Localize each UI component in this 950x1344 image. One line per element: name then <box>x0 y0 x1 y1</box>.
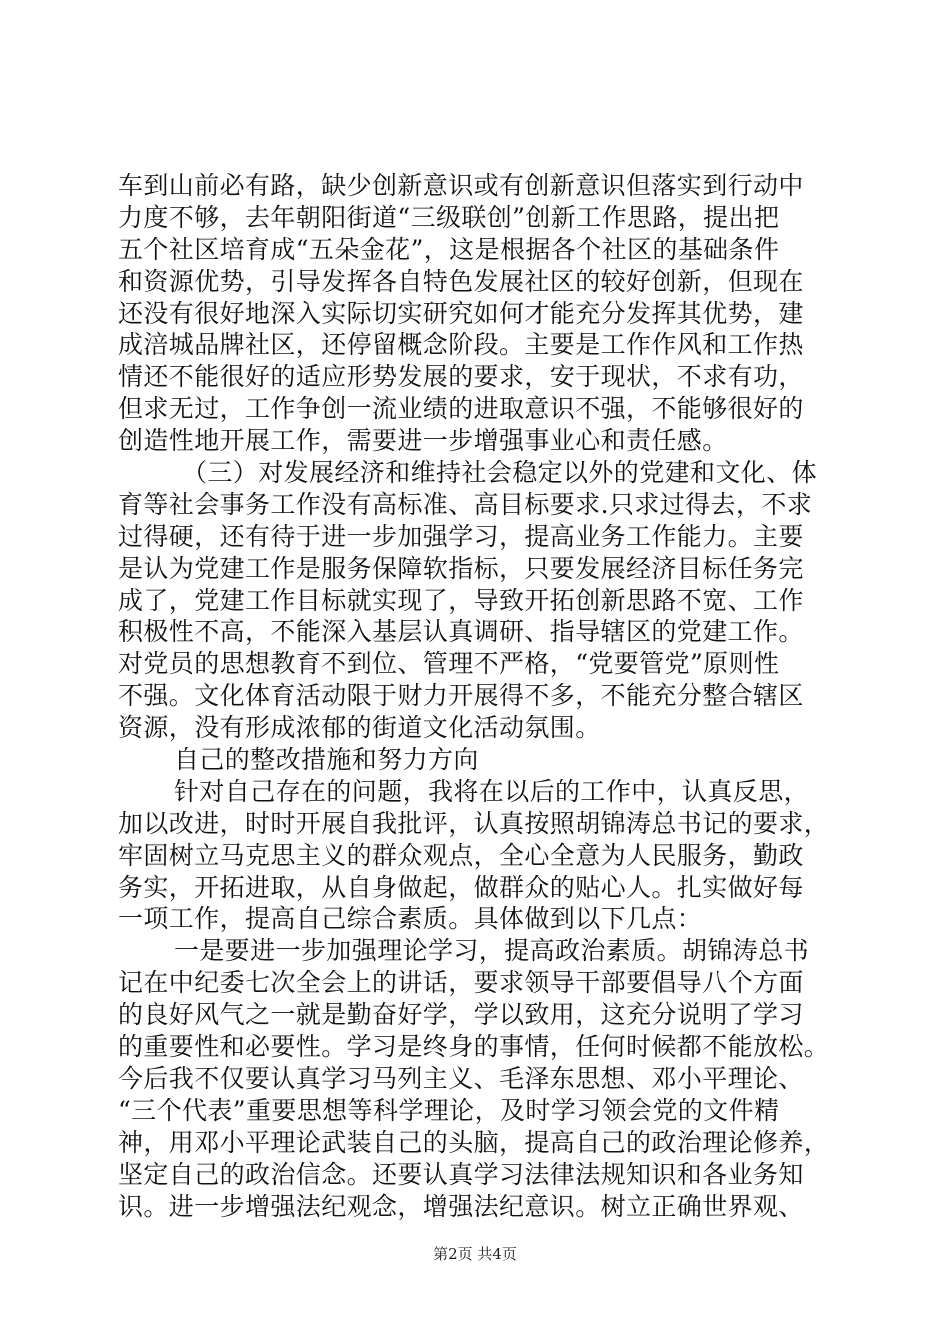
text-line: 神，用邓小平理论武装自己的头脑，提高自己的政治理论修养， <box>118 1127 830 1157</box>
page-number-footer: 第2页 共4页 <box>433 1245 517 1263</box>
text-line: 五个社区培育成“五朵金花”，这是根据各个社区的基础条件 <box>118 234 780 264</box>
text-line: 加以改进，时时开展自我批评，认真按照胡锦涛总书记的要求， <box>118 808 830 838</box>
paragraph-start-line: 针对自己存在的问题，我将在以后的工作中，认真反思， <box>174 776 810 806</box>
text-line: 车到山前必有路，缺少创新意识或有创新意识但落实到行动中 <box>118 171 804 200</box>
text-line: 牢固树立马克思主义的群众观点，全心全意为人民服务，勤政 <box>118 840 804 870</box>
text-line: 力度不够，去年朝阳街道“三级联创”创新工作思路，提出把 <box>118 202 780 232</box>
text-line: 但求无过，工作争创一流业绩的进取意识不强，不能够很好的 <box>118 394 804 424</box>
text-line: 一项工作，提高自己综合素质。具体做到以下几点： <box>118 904 703 934</box>
paragraph-start-line: 一是要进一步加强理论学习，提高政治素质。胡锦涛总书 <box>174 936 810 966</box>
text-line: 对党员的思想教育不到位、管理不严格，“党要管党”原则性 <box>118 649 780 679</box>
text-line: 的良好风气之一就是勤奋好学，学以致用，这充分说明了学习 <box>118 1000 804 1030</box>
text-line: 今后我不仅要认真学习马列主义、毛泽东思想、邓小平理论、 <box>118 1063 804 1093</box>
text-line: 和资源优势，引导发挥各自特色发展社区的较好创新，但现在 <box>118 266 804 296</box>
text-line: 识。进一步增强法纪观念，增强法纪意识。树立正确世界观、 <box>118 1191 804 1221</box>
text-line: 育等社会事务工作没有高标准、高目标要求.只求过得去，不求 <box>118 489 813 519</box>
text-line: 坚定自己的政治信念。还要认真学习法律法规知识和各业务知 <box>118 1159 804 1189</box>
text-line: 积极性不高，不能深入基层认真调研、指导辖区的党建工作。 <box>118 617 804 647</box>
text-line: 创造性地开展工作，需要进一步增强事业心和责任感。 <box>118 426 728 456</box>
section-heading-line: （三）对发展经济和维持社会稳定以外的党建和文化、体 <box>182 458 818 488</box>
text-line: 成涪城品牌社区，还停留概念阶段。主要是工作作风和工作热 <box>118 330 804 360</box>
text-line: 不强。文化体育活动限于财力开展得不多，不能充分整合辖区 <box>118 681 804 711</box>
text-line: 资源，没有形成浓郁的街道文化活动氛围。 <box>118 713 601 743</box>
body-text <box>118 170 838 1222</box>
text-line: “三个代表”重要思想等科学理论，及时学习领会党的文件精 <box>118 1095 780 1125</box>
text-line: 务实，开拓进取，从自身做起，做群众的贴心人。扎实做好每 <box>118 872 804 902</box>
text-line: 是认为党建工作是服务保障软指标，只要发展经济目标任务完 <box>118 553 804 583</box>
text-line: 情还不能很好的适应形势发展的要求，安于现状，不求有功， <box>118 362 804 392</box>
text-line: 过得硬，还有待于进一步加强学习，提高业务工作能力。主要 <box>118 521 804 551</box>
section-title: 自己的整改措施和努力方向 <box>174 745 479 775</box>
text-line: 的重要性和必要性。学习是终身的事情，任何时候都不能放松。 <box>118 1032 830 1062</box>
text-line: 还没有很好地深入实际切实研究如何才能充分发挥其优势，建 <box>118 298 804 328</box>
text-line: 记在中纪委七次全会上的讲话，要求领导干部要倡导八个方面 <box>118 968 804 998</box>
text-line: 成了，党建工作目标就实现了，导致开拓创新思路不宽、工作 <box>118 585 804 615</box>
